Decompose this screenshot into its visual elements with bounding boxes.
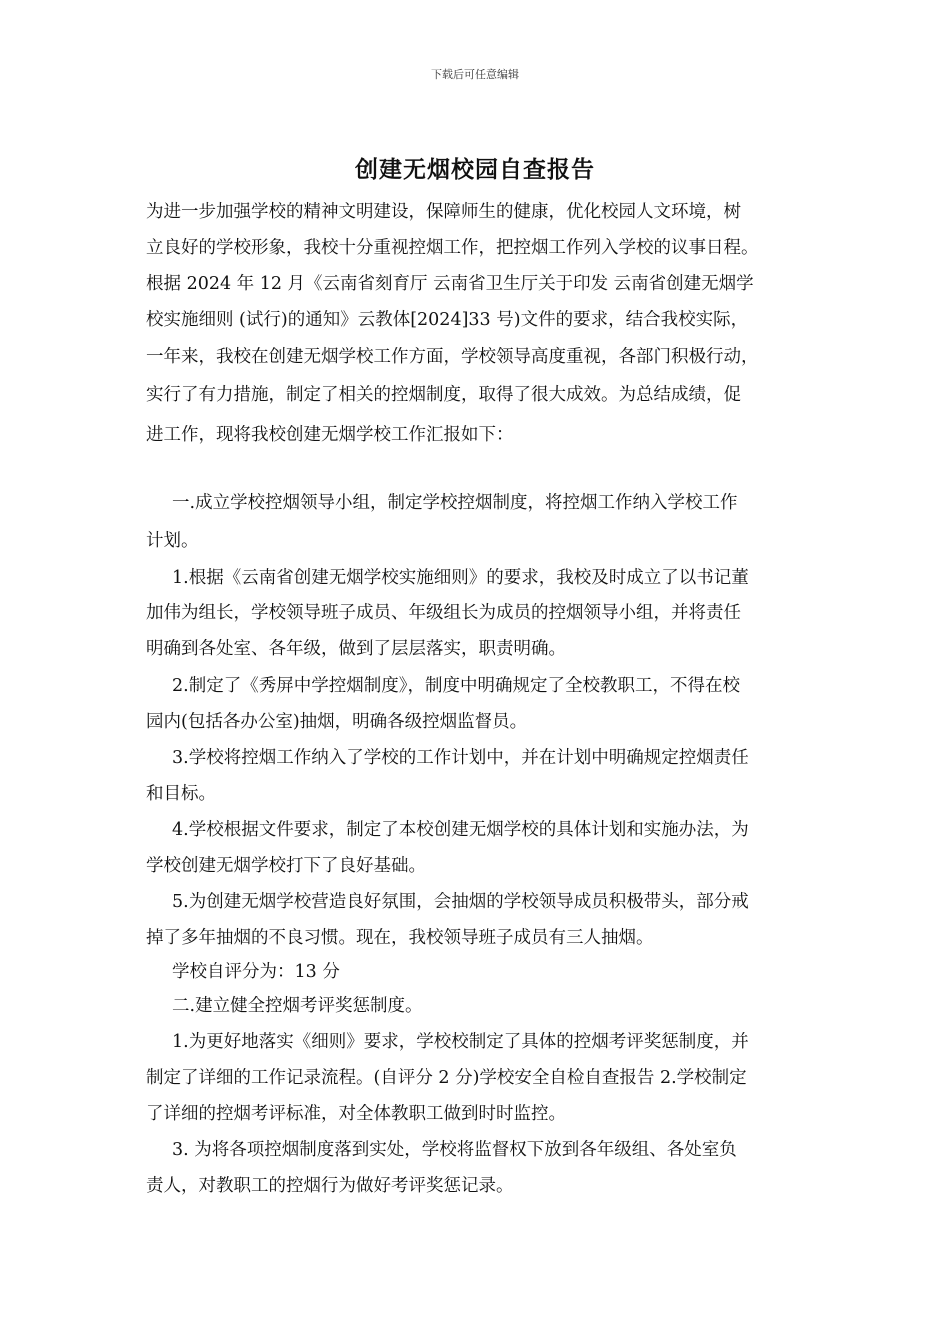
body-line: 制定了详细的工作记录流程。(自评分 2 分)学校安全自检自查报告 2.学校制定 — [146, 1068, 747, 1088]
body-line: 一年来，我校在创建无烟学校工作方面，学校领导高度重视，各部门积极行动， — [146, 347, 759, 367]
body-line: 园内(包括各办公室)抽烟，明确各级控烟监督员。 — [146, 712, 528, 732]
body-line: 根据 2024 年 12 月《云南省刻育厅 云南省卫生厅关于印发 云南省创建无烟学 — [146, 274, 754, 294]
body-line: 掉了多年抽烟的不良习惯。现在，我校领导班子成员有三人抽烟。 — [146, 928, 654, 948]
body-line: 进工作，现将我校创建无烟学校工作汇报如下： — [146, 425, 514, 445]
document-title: 创建无烟校园自查报告 — [355, 157, 595, 183]
section-heading: 一.成立学校控烟领导小组，制定学校控烟制度，将控烟工作纳入学校工作 — [172, 493, 738, 513]
body-line: 4.学校根据文件要求，制定了本校创建无烟学校的具体计划和实施办法，为 — [172, 820, 749, 840]
body-line: 计划。 — [146, 531, 199, 551]
body-line: 为进一步加强学校的精神文明建设，保障师生的健康，优化校园人文环境，树 — [146, 202, 741, 222]
body-line: 立良好的学校形象，我校十分重视控烟工作，把控烟工作列入学校的议事日程。 — [146, 238, 759, 258]
body-line: 学校创建无烟学校打下了良好基础。 — [146, 856, 426, 876]
body-line: 明确到各处室、各年级，做到了层层落实，职责明确。 — [146, 639, 566, 659]
body-line: 5.为创建无烟学校营造良好氛围，会抽烟的学校领导成员积极带头，部分戒 — [172, 892, 749, 912]
body-line: 和目标。 — [146, 784, 216, 804]
body-line: 3. 为将各项控烟制度落到实处，学校将监督权下放到各年级组、各处室负 — [172, 1140, 737, 1160]
body-line: 2.制定了《秀屏中学控烟制度》，制度中明确规定了全校教职工，不得在校 — [172, 676, 740, 696]
self-score-line: 学校自评分为：13 分 — [172, 962, 340, 982]
body-line: 1.为更好地落实《细则》要求，学校校制定了具体的控烟考评奖惩制度，并 — [172, 1032, 749, 1052]
header-note: 下载后可任意编辑 — [431, 68, 519, 81]
body-line: 校实施细则 (试行)的通知》云教体[2024]33 号)文件的要求，结合我校实际， — [146, 310, 749, 330]
body-line: 了详细的控烟考评标准，对全体教职工做到时时监控。 — [146, 1104, 566, 1124]
section-heading: 二.建立健全控烟考评奖惩制度。 — [172, 996, 423, 1016]
body-line: 加伟为组长，学校领导班子成员、年级组长为成员的控烟领导小组，并将责任 — [146, 603, 741, 623]
body-line: 3.学校将控烟工作纳入了学校的工作计划中，并在计划中明确规定控烟责任 — [172, 748, 749, 768]
body-line: 实行了有力措施，制定了相关的控烟制度，取得了很大成效。为总结成绩，促 — [146, 385, 741, 405]
body-line: 责人，对教职工的控烟行为做好考评奖惩记录。 — [146, 1176, 514, 1196]
body-line: 1.根据《云南省创建无烟学校实施细则》的要求，我校及时成立了以书记董 — [172, 568, 749, 588]
